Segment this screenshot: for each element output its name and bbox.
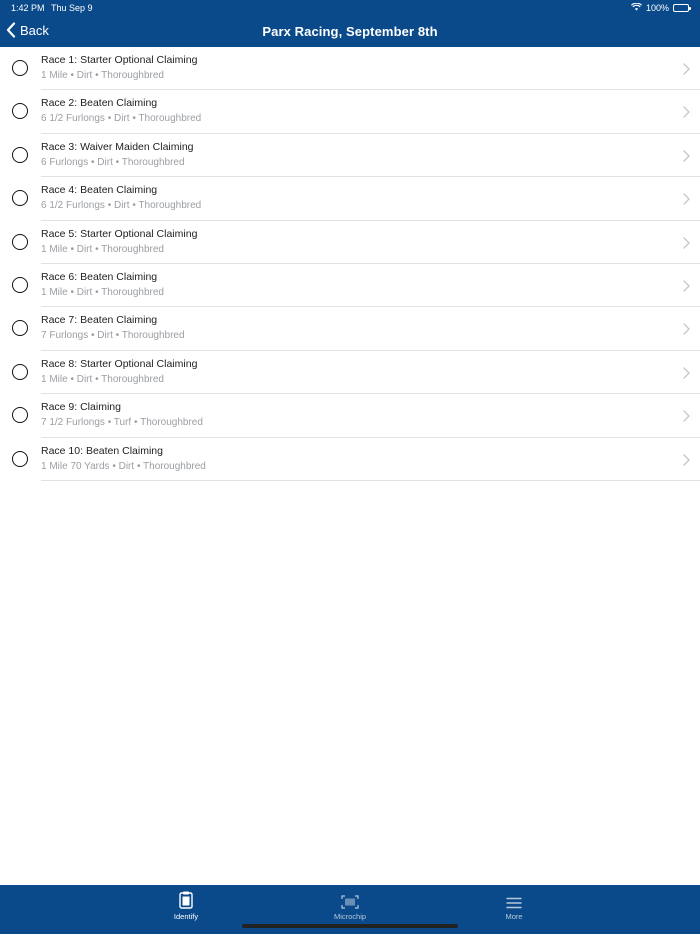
tab-microchip-label: Microchip [333, 912, 367, 921]
race-name: Race 2: Beaten Claiming [41, 97, 158, 110]
race-detail: 1 Mile 70 Yards • Dirt • Thoroughbred [41, 460, 206, 472]
race-detail: 1 Mile • Dirt • Thoroughbred [41, 243, 164, 255]
status-bar [0, 0, 700, 16]
race-text [41, 351, 700, 394]
race-text [41, 177, 700, 220]
race-detail: 7 Furlongs • Dirt • Thoroughbred [41, 330, 185, 342]
race-row[interactable] [0, 221, 700, 264]
race-text [41, 90, 700, 133]
race-name: Race 3: Waiver Maiden Claiming [41, 140, 194, 153]
radio-button[interactable] [12, 103, 28, 119]
radio-button[interactable] [12, 451, 28, 467]
race-row[interactable] [0, 47, 700, 90]
race-row[interactable] [0, 90, 700, 133]
race-detail: 6 1/2 Furlongs • Dirt • Thoroughbred [41, 200, 202, 212]
chevron-right-icon [683, 409, 690, 427]
race-detail: 1 Mile • Dirt • Thoroughbred [41, 373, 164, 385]
race-list [0, 47, 700, 481]
radio-button[interactable] [12, 147, 28, 163]
status-date: Thu Sep 9 [51, 3, 93, 13]
race-row[interactable] [0, 394, 700, 437]
chevron-right-icon [683, 279, 690, 297]
race-row[interactable] [0, 351, 700, 394]
race-row[interactable] [0, 264, 700, 307]
radio-button[interactable] [12, 407, 28, 423]
tab-more[interactable] [474, 889, 554, 921]
radio-button[interactable] [12, 364, 28, 380]
page-title: Parx Racing, September 8th [262, 24, 438, 39]
race-text [41, 438, 700, 481]
radio-button[interactable] [12, 190, 28, 206]
status-right [631, 3, 689, 13]
race-row[interactable] [0, 134, 700, 177]
chevron-right-icon [683, 62, 690, 80]
tab-identify[interactable] [146, 889, 226, 921]
battery-icon [673, 4, 689, 12]
tab-microchip[interactable] [310, 889, 390, 921]
race-name: Race 1: Starter Optional Claiming [41, 54, 198, 66]
race-name: Race 7: Beaten Claiming [41, 314, 158, 327]
race-detail: 7 1/2 Furlongs • Turf • Thoroughbred [41, 417, 203, 429]
race-detail: 6 Furlongs • Dirt • Thoroughbred [41, 156, 185, 168]
race-text [41, 307, 700, 350]
chevron-right-icon [683, 453, 690, 471]
race-name: Race 4: Beaten Claiming [41, 184, 158, 197]
race-detail: 6 1/2 Furlongs • Dirt • Thoroughbred [41, 113, 202, 125]
race-row[interactable] [0, 177, 700, 220]
radio-button[interactable] [12, 320, 28, 336]
race-text [41, 394, 700, 437]
race-name: Race 8: Starter Optional Claiming [41, 357, 198, 370]
race-detail: 1 Mile • Dirt • Thoroughbred [41, 70, 164, 81]
radio-button[interactable] [12, 234, 28, 250]
race-text [41, 134, 700, 177]
tab-identify-label: Identify [173, 912, 199, 921]
chevron-right-icon [683, 192, 690, 210]
barcode-icon [310, 889, 390, 909]
race-name: Race 5: Starter Optional Claiming [41, 227, 198, 240]
back-label: Back [20, 22, 49, 38]
radio-button[interactable] [12, 277, 28, 293]
race-text [41, 221, 700, 264]
race-row[interactable] [0, 307, 700, 350]
race-name: Race 6: Beaten Claiming [41, 270, 158, 283]
race-row[interactable] [0, 438, 700, 481]
race-detail: 1 Mile • Dirt • Thoroughbred [41, 286, 164, 298]
chevron-right-icon [683, 149, 690, 167]
top-bar [0, 0, 700, 47]
menu-icon [474, 889, 554, 909]
chevron-right-icon [683, 105, 690, 123]
clipboard-icon [146, 889, 226, 909]
home-indicator [242, 924, 458, 928]
race-text [41, 264, 700, 307]
race-name: Race 9: Claiming [41, 401, 121, 414]
chevron-right-icon [683, 236, 690, 254]
navigation-bar [0, 16, 700, 47]
chevron-right-icon [683, 322, 690, 340]
status-time: 1:42 PM [11, 3, 45, 13]
race-text [41, 47, 700, 90]
tab-more-label: More [505, 912, 523, 921]
chevron-right-icon [683, 366, 690, 384]
battery-percent: 100% [645, 3, 669, 13]
wifi-icon [631, 3, 642, 13]
race-name: Race 10: Beaten Claiming [41, 444, 163, 457]
radio-button[interactable] [12, 60, 28, 76]
